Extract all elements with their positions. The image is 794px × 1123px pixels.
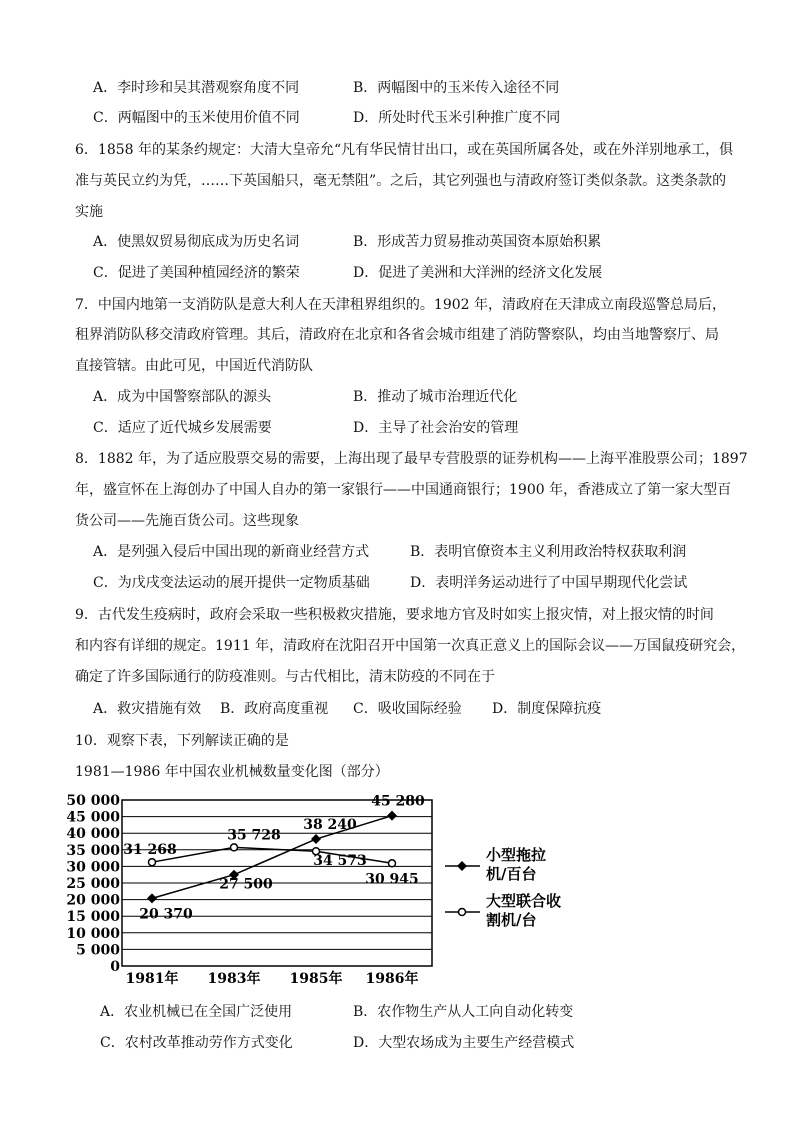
y-tick-label: 50 000 xyxy=(66,793,120,809)
x-tick-label: 1985年 xyxy=(289,971,343,987)
q7-option-b: B．推动了城市治理近代化 xyxy=(353,389,518,405)
q8-stem-line-1: 8．1882 年，为了适应股票交易的需要，上海出现了最早专营股票的证券机构——上海平准股票公司；1897 xyxy=(75,451,748,467)
data-point-circle xyxy=(389,860,396,867)
y-tick-label: 10 000 xyxy=(66,925,120,942)
data-label: 20 370 xyxy=(139,906,193,923)
legend-marker-circle xyxy=(459,909,466,916)
q6-option-a: A．使黑奴贸易彻底成为历史名词 xyxy=(93,234,300,250)
q10-option-c: C．农村改革推动劳作方式变化 xyxy=(100,1035,293,1051)
legend-marker-diamond xyxy=(457,861,467,871)
q8-option-d: D．表明洋务运动进行了中国早期现代化尝试 xyxy=(410,575,688,591)
data-label: 30 945 xyxy=(365,871,419,888)
legend-label: 大型联合收 xyxy=(486,892,562,910)
machinery-line-chart xyxy=(66,790,562,990)
q7-option-d: D．主导了社会治安的管理 xyxy=(353,420,519,436)
q8-stem-line-3: 货公司——先施百货公司。这些现象 xyxy=(75,513,299,529)
q9-option-a: A．救灾措施有效 xyxy=(93,701,202,717)
q9-stem-line-3: 确定了许多国际通行的防疫准则。与古代相比，清末防疫的不同在于 xyxy=(75,669,495,685)
legend-label: 机/百台 xyxy=(486,865,537,883)
data-label: 27 500 xyxy=(219,876,273,893)
q10-option-b: B．农作物生产从人工向自动化转变 xyxy=(353,1004,574,1020)
q10-stem: 10．观察下表，下列解读正确的是 xyxy=(75,733,289,749)
y-tick-label: 25 000 xyxy=(66,876,120,892)
chart-title: 1981—1986 年中国农业机械数量变化图（部分） xyxy=(75,764,389,780)
q9-option-b: B．政府高度重视 xyxy=(220,701,329,717)
data-point-diamond xyxy=(147,893,157,903)
q7-option-c: C．适应了近代城乡发展需要 xyxy=(93,420,272,436)
data-point-circle xyxy=(231,844,238,851)
q10-option-a: A．农业机械已在全国广泛使用 xyxy=(100,1004,293,1020)
q8-stem-line-2: 年，盛宣怀在上海创办了中国人自办的第一家银行——中国通商银行；1900 年，香港成立了第一家大型百 xyxy=(75,482,732,498)
q5-option-b: B．两幅图中的玉米传入途径不同 xyxy=(353,80,560,96)
q9-option-c: C．吸收国际经验 xyxy=(353,701,462,717)
q8-option-b: B．表明官僚资本主义利用政治特权获取利润 xyxy=(410,544,687,560)
q9-stem-line-1: 9．古代发生疫病时，政府会采取一些积极救灾措施，要求地方官及时如实上报灾情，对上报灾情的时间 xyxy=(75,607,714,623)
q6-option-c: C．促进了美国种植园经济的繁荣 xyxy=(93,265,300,281)
q6-option-d: D．促进了美洲和大洋洲的经济文化发展 xyxy=(353,265,603,281)
x-tick-label: 1981年 xyxy=(125,971,179,987)
q5-option-c: C．两幅图中的玉米使用价值不同 xyxy=(93,110,300,126)
data-point-diamond xyxy=(387,811,397,821)
y-tick-label: 35 000 xyxy=(66,842,120,859)
q5-option-d: D．所处时代玉米引种推广度不同 xyxy=(353,110,561,126)
data-label: 34 573 xyxy=(313,853,367,870)
legend-label: 割机/台 xyxy=(486,911,537,929)
y-tick-label: 15 000 xyxy=(66,909,120,926)
q8-option-a: A．是列强入侵后中国出现的新商业经营方式 xyxy=(93,544,370,560)
y-tick-label: 0 xyxy=(110,959,120,975)
q9-stem-line-2: 和内容有详细的规定。1911 年，清政府在沈阳召开中国第一次真正意义上的国际会议——万国鼠疫研究会， xyxy=(75,638,746,654)
q8-option-c: C．为戊戌变法运动的展开提供一定物质基础 xyxy=(93,575,370,591)
legend-label: 小型拖拉 xyxy=(486,846,547,864)
q7-stem-line-2: 租界消防队移交清政府管理。其后，清政府在北京和各省会城市组建了消防警察队，均由当地警察厅、局 xyxy=(75,327,719,343)
data-label: 31 268 xyxy=(123,842,177,859)
q5-option-a: A．李时珍和吴其潜观察角度不同 xyxy=(93,80,300,96)
data-point-circle xyxy=(149,859,156,866)
q7-stem-line-3: 直接管辖。由此可见，中国近代消防队 xyxy=(75,358,313,374)
y-tick-label: 30 000 xyxy=(66,859,120,876)
y-tick-label: 40 000 xyxy=(66,826,120,843)
q7-stem-line-1: 7．中国内地第一支消防队是意大利人在天津租界组织的。1902 年，清政府在天津成立南段巡警总局后， xyxy=(75,297,726,313)
x-tick-label: 1983年 xyxy=(207,971,261,987)
q6-option-b: B．形成苦力贸易推动英国资本原始积累 xyxy=(353,234,602,250)
data-label: 38 240 xyxy=(303,817,357,834)
q6-stem-line-2: 准与英民立约为凭，……下英国船只，毫无禁阻”。之后，其它列强也与清政府签订类似条款。这类条款的 xyxy=(75,173,727,189)
q6-stem-line-1: 6．1858 年的某条约规定：大清大皇帝允“凡有华民情甘出口，或在英国所属各处，或在外洋别地承工，俱 xyxy=(75,142,734,158)
data-label: 45 280 xyxy=(371,793,425,810)
q10-option-d: D．大型农场成为主要生产经营模式 xyxy=(353,1035,575,1051)
x-tick-label: 1986年 xyxy=(365,971,419,987)
y-tick-label: 5 000 xyxy=(76,942,120,959)
q9-option-d: D．制度保障抗疫 xyxy=(492,701,602,717)
y-tick-label: 20 000 xyxy=(66,892,120,909)
data-point-diamond xyxy=(311,834,321,844)
data-label: 35 728 xyxy=(227,827,281,844)
q7-option-a: A．成为中国警察部队的源头 xyxy=(93,389,272,405)
y-tick-label: 45 000 xyxy=(66,809,120,826)
q6-stem-line-3: 实施 xyxy=(75,204,103,220)
